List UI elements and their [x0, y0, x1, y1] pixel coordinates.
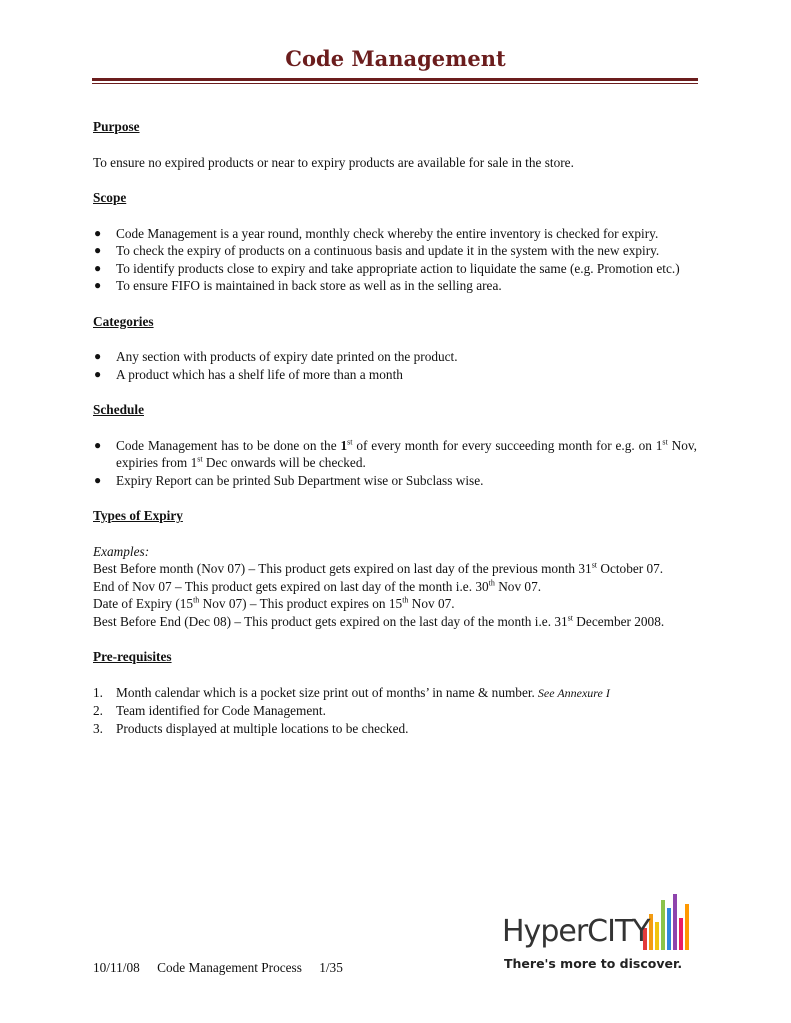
bullet-icon: ●	[94, 243, 102, 257]
list-item: ● Any section with products of expiry date printed on the product.	[94, 349, 458, 364]
scope-heading: Scope	[93, 190, 127, 205]
list-item: ● Code Management is a year round, monthly check whereby the entire inventory is checked for expiry.	[94, 225, 659, 241]
scope-list	[93, 225, 697, 295]
example-line: Best Before month (Nov 07) – This product gets expired on last day of the previous month 31st October 07.	[93, 560, 664, 576]
footer-page-number: 1/35	[319, 960, 343, 975]
schedule-list	[93, 437, 697, 490]
bullet-icon: ●	[94, 349, 102, 363]
categories-list	[93, 348, 697, 383]
hypercity-logo	[498, 890, 698, 980]
page-footer	[93, 960, 357, 976]
title-rule-thin	[92, 83, 698, 84]
examples-label: Examples:	[93, 543, 150, 559]
bullet-icon: ●	[94, 472, 102, 487]
purpose-heading: Purpose	[93, 119, 140, 134]
example-line: End of Nov 07 – This product gets expired on last day of the month i.e. 30th Nov 07.	[93, 578, 542, 594]
prereq-list	[93, 684, 697, 738]
title-rule-thick	[92, 78, 698, 81]
prereq-heading: Pre-requisites	[93, 649, 172, 664]
page-title: Code Management	[285, 46, 506, 71]
list-item: 1. Month calendar which is a pocket size print out of months’ in name & number. See Annexure I	[93, 684, 610, 700]
bullet-icon: ●	[94, 366, 102, 381]
list-item: ● To ensure FIFO is maintained in back store as well as in the selling area.	[94, 278, 502, 293]
purpose-text: To ensure no expired products or near to expiry products are available for sale in the store.	[93, 154, 574, 170]
bullet-icon: ●	[94, 260, 102, 275]
document-body	[93, 118, 697, 737]
list-item: 3. Products displayed at multiple locations to be checked.	[93, 720, 409, 736]
example-line: Best Before End (Dec 08) – This product gets expired on the last day of the month i.e. 31st December 2008.	[93, 613, 665, 629]
list-item: ● Expiry Report can be printed Sub Department wise or Subclass wise.	[94, 472, 484, 488]
list-item: ● A product which has a shelf life of more than a month	[94, 366, 403, 382]
bullet-icon: ●	[94, 437, 102, 452]
list-item: ● Code Management has to be done on the 1st of every month for every succeeding month for e.g. on 1st Nov, expiries from 1st Dec onwards will be checked.	[94, 437, 697, 470]
logo-wordmark: HyperCITY	[502, 914, 650, 949]
list-item: ● To identify products close to expiry and take appropriate action to liquidate the same (e.g. Promotion etc.)	[94, 260, 680, 276]
footer-date: 10/11/08	[93, 960, 140, 975]
example-line: Date of Expiry (15th Nov 07) – This product expires on 15th Nov 07.	[93, 595, 455, 611]
categories-heading: Categories	[93, 313, 154, 329]
list-item: 2. Team identified for Code Management.	[93, 703, 326, 718]
footer-doc-name: Code Management Process	[157, 960, 302, 975]
bullet-icon: ●	[94, 278, 102, 292]
bullet-icon: ●	[94, 225, 102, 240]
logo-bars-icon	[643, 892, 695, 950]
list-item: ● To check the expiry of products on a continuous basis and update it in the system with the new expiry.	[94, 243, 660, 258]
types-heading: Types of Expiry	[93, 508, 183, 523]
schedule-heading: Schedule	[93, 402, 144, 417]
logo-tagline: There's more to discover.	[504, 956, 683, 971]
